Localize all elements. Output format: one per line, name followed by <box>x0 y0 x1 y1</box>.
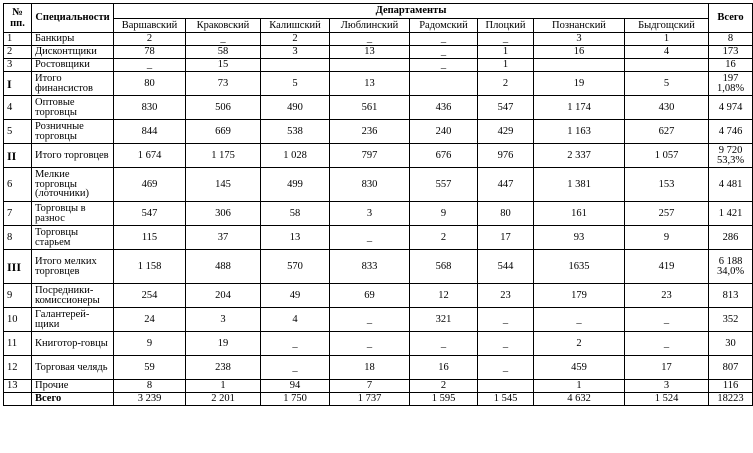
row-number-cell: 4 <box>4 96 32 120</box>
department-value-cell: _ <box>330 226 410 250</box>
specialty-cell: Книготор-говцы <box>32 332 114 356</box>
department-value-cell: 1 <box>478 46 534 59</box>
department-value-cell: 1 524 <box>625 393 709 406</box>
column-header-department: Радомский <box>410 19 478 33</box>
column-header-no: № пп. <box>4 4 32 33</box>
table-row <box>4 144 753 168</box>
total-cell: 8 <box>709 33 753 46</box>
department-value-cell: 161 <box>534 202 625 226</box>
row-number-cell <box>4 393 32 406</box>
department-value-cell: _ <box>625 332 709 356</box>
department-value-cell: 2 201 <box>186 393 261 406</box>
department-value-cell: 13 <box>330 46 410 59</box>
table-row <box>4 46 753 59</box>
department-value-cell: 2 <box>410 380 478 393</box>
department-value-cell: 4 <box>261 308 330 332</box>
department-value-cell: 1 674 <box>114 144 186 168</box>
department-value-cell: 37 <box>186 226 261 250</box>
department-value-cell: 204 <box>186 284 261 308</box>
department-value-cell: 4 632 <box>534 393 625 406</box>
department-value-cell: 59 <box>114 356 186 380</box>
department-value-cell: 23 <box>625 284 709 308</box>
total-cell: 286 <box>709 226 753 250</box>
column-group-header-departments: Департаменты <box>114 4 709 19</box>
specialty-cell: Посредники-комиссионеры <box>32 284 114 308</box>
department-value-cell: 15 <box>186 59 261 72</box>
specialty-cell: Итого финансистов <box>32 72 114 96</box>
total-cell: 352 <box>709 308 753 332</box>
department-value-cell: 669 <box>186 120 261 144</box>
department-value-cell: 830 <box>330 168 410 202</box>
total-cell: 4 974 <box>709 96 753 120</box>
department-value-cell: _ <box>534 308 625 332</box>
table-row <box>4 393 753 406</box>
department-value-cell: 24 <box>114 308 186 332</box>
department-value-cell: 1 158 <box>114 250 186 284</box>
department-value-cell: 9 <box>114 332 186 356</box>
total-cell: 116 <box>709 380 753 393</box>
department-value-cell: 1 750 <box>261 393 330 406</box>
department-value-cell: 93 <box>534 226 625 250</box>
department-value-cell: 436 <box>410 96 478 120</box>
department-value-cell: 1 545 <box>478 393 534 406</box>
department-value-cell: 568 <box>410 250 478 284</box>
table-row <box>4 284 753 308</box>
department-value-cell: _ <box>410 33 478 46</box>
department-value-cell: 447 <box>478 168 534 202</box>
department-value-cell: _ <box>478 356 534 380</box>
department-value-cell: 3 239 <box>114 393 186 406</box>
column-header-specialty: Специальности <box>32 4 114 33</box>
row-number-cell: 2 <box>4 46 32 59</box>
department-value-cell: 429 <box>478 120 534 144</box>
department-value-cell: 8 <box>114 380 186 393</box>
specialty-cell: Всего <box>32 393 114 406</box>
department-value-cell: 80 <box>114 72 186 96</box>
row-number-cell: 3 <box>4 59 32 72</box>
department-value-cell: 797 <box>330 144 410 168</box>
department-value-cell: 676 <box>410 144 478 168</box>
department-value-cell: 115 <box>114 226 186 250</box>
row-number-cell: II <box>4 144 32 168</box>
department-value-cell: 2 337 <box>534 144 625 168</box>
department-value-cell: 544 <box>478 250 534 284</box>
department-value-cell: 254 <box>114 284 186 308</box>
department-value-cell <box>410 72 478 96</box>
department-value-cell: 306 <box>186 202 261 226</box>
department-value-cell: 1 <box>186 380 261 393</box>
row-number-cell: 13 <box>4 380 32 393</box>
table-row <box>4 33 753 46</box>
department-value-cell: _ <box>625 308 709 332</box>
department-value-cell <box>478 380 534 393</box>
department-value-cell: 17 <box>625 356 709 380</box>
department-value-cell: 179 <box>534 284 625 308</box>
row-number-cell: 12 <box>4 356 32 380</box>
table-row <box>4 356 753 380</box>
table-row <box>4 72 753 96</box>
department-value-cell: 547 <box>478 96 534 120</box>
department-value-cell: _ <box>186 33 261 46</box>
department-value-cell: 2 <box>114 33 186 46</box>
table-row <box>4 250 753 284</box>
department-value-cell: 240 <box>410 120 478 144</box>
total-cell: 4 481 <box>709 168 753 202</box>
department-value-cell: _ <box>330 33 410 46</box>
department-value-cell: 2 <box>534 332 625 356</box>
table-body <box>4 33 753 406</box>
row-number-cell: 7 <box>4 202 32 226</box>
department-value-cell: 490 <box>261 96 330 120</box>
department-value-cell: 49 <box>261 284 330 308</box>
department-value-cell: 5 <box>261 72 330 96</box>
table-row <box>4 96 753 120</box>
total-cell: 6 188 34,0% <box>709 250 753 284</box>
total-cell: 173 <box>709 46 753 59</box>
department-value-cell: 1 595 <box>410 393 478 406</box>
department-value-cell: 80 <box>478 202 534 226</box>
department-value-cell: 830 <box>114 96 186 120</box>
department-value-cell: 19 <box>186 332 261 356</box>
department-value-cell: 94 <box>261 380 330 393</box>
column-header-department: Калишский <box>261 19 330 33</box>
total-cell: 1 421 <box>709 202 753 226</box>
department-value-cell: 488 <box>186 250 261 284</box>
column-header-department: Плоцкий <box>478 19 534 33</box>
department-value-cell: 12 <box>410 284 478 308</box>
department-value-cell: 16 <box>410 356 478 380</box>
department-value-cell: 4 <box>625 46 709 59</box>
department-value-cell: _ <box>410 59 478 72</box>
department-value-cell: 2 <box>478 72 534 96</box>
row-number-cell: 11 <box>4 332 32 356</box>
department-value-cell: 430 <box>625 96 709 120</box>
department-value-cell: 58 <box>186 46 261 59</box>
column-header-department: Быдгощский <box>625 19 709 33</box>
department-value-cell: 73 <box>186 72 261 96</box>
department-value-cell: 1 057 <box>625 144 709 168</box>
department-value-cell: 13 <box>330 72 410 96</box>
department-value-cell: 547 <box>114 202 186 226</box>
total-cell: 197 1,08% <box>709 72 753 96</box>
row-number-cell: 10 <box>4 308 32 332</box>
department-value-cell: 976 <box>478 144 534 168</box>
total-cell: 9 720 53,3% <box>709 144 753 168</box>
specialty-cell: Торговцы старьем <box>32 226 114 250</box>
department-value-cell: _ <box>261 356 330 380</box>
column-header-department: Люблинский <box>330 19 410 33</box>
department-value-cell: 561 <box>330 96 410 120</box>
department-value-cell: 153 <box>625 168 709 202</box>
department-value-cell <box>330 59 410 72</box>
department-value-cell: 257 <box>625 202 709 226</box>
department-value-cell: 3 <box>261 46 330 59</box>
department-value-cell: 1 174 <box>534 96 625 120</box>
department-value-cell: 238 <box>186 356 261 380</box>
department-value-cell: _ <box>478 33 534 46</box>
specialty-cell: Розничные торговцы <box>32 120 114 144</box>
department-value-cell: 2 <box>410 226 478 250</box>
row-number-cell: III <box>4 250 32 284</box>
total-cell: 16 <box>709 59 753 72</box>
department-value-cell: 3 <box>330 202 410 226</box>
department-value-cell: 3 <box>625 380 709 393</box>
total-cell: 813 <box>709 284 753 308</box>
department-value-cell: 17 <box>478 226 534 250</box>
department-value-cell: 69 <box>330 284 410 308</box>
department-value-cell: _ <box>410 46 478 59</box>
table-row <box>4 120 753 144</box>
department-value-cell: 3 <box>534 33 625 46</box>
column-header-department: Познанский <box>534 19 625 33</box>
department-value-cell: 1 737 <box>330 393 410 406</box>
department-value-cell: 499 <box>261 168 330 202</box>
total-cell: 18223 <box>709 393 753 406</box>
specialty-cell: Мелкие торговцы (лоточники) <box>32 168 114 202</box>
specialty-cell: Дисконтщики <box>32 46 114 59</box>
column-header-total: Всего <box>709 4 753 33</box>
department-value-cell: 2 <box>261 33 330 46</box>
department-value-cell: 1 175 <box>186 144 261 168</box>
department-value-cell: 469 <box>114 168 186 202</box>
department-value-cell: 1 381 <box>534 168 625 202</box>
department-value-cell: 506 <box>186 96 261 120</box>
department-value-cell: 58 <box>261 202 330 226</box>
row-number-cell: 5 <box>4 120 32 144</box>
specialty-cell: Итого торговцев <box>32 144 114 168</box>
table-row <box>4 59 753 72</box>
department-value-cell: 13 <box>261 226 330 250</box>
department-value-cell: _ <box>478 308 534 332</box>
department-value-cell: _ <box>261 332 330 356</box>
department-value-cell: _ <box>330 332 410 356</box>
total-cell: 4 746 <box>709 120 753 144</box>
table-row <box>4 308 753 332</box>
department-value-cell: 3 <box>186 308 261 332</box>
department-value-cell: 833 <box>330 250 410 284</box>
table-row <box>4 202 753 226</box>
department-value-cell <box>261 59 330 72</box>
department-value-cell: _ <box>410 332 478 356</box>
department-value-cell: 1 163 <box>534 120 625 144</box>
specialties-by-department-table <box>3 3 753 406</box>
department-value-cell <box>625 59 709 72</box>
department-value-cell: 419 <box>625 250 709 284</box>
specialty-cell: Прочие <box>32 380 114 393</box>
specialty-cell: Итого мелких торговцев <box>32 250 114 284</box>
department-value-cell: 1 <box>478 59 534 72</box>
department-value-cell: 844 <box>114 120 186 144</box>
department-value-cell: 1 028 <box>261 144 330 168</box>
specialty-cell: Торговая челядь <box>32 356 114 380</box>
department-value-cell: 236 <box>330 120 410 144</box>
department-value-cell <box>534 59 625 72</box>
department-value-cell: 78 <box>114 46 186 59</box>
department-value-cell: _ <box>478 332 534 356</box>
specialty-cell: Ростовщики <box>32 59 114 72</box>
row-number-cell: 6 <box>4 168 32 202</box>
department-value-cell: 9 <box>410 202 478 226</box>
row-number-cell: 1 <box>4 33 32 46</box>
department-value-cell: 459 <box>534 356 625 380</box>
department-value-cell: 145 <box>186 168 261 202</box>
row-number-cell: I <box>4 72 32 96</box>
department-value-cell: 16 <box>534 46 625 59</box>
total-cell: 807 <box>709 356 753 380</box>
department-value-cell: 9 <box>625 226 709 250</box>
department-value-cell: 1635 <box>534 250 625 284</box>
department-value-cell: 19 <box>534 72 625 96</box>
total-cell: 30 <box>709 332 753 356</box>
department-value-cell: _ <box>330 308 410 332</box>
department-value-cell: 557 <box>410 168 478 202</box>
table-row <box>4 380 753 393</box>
department-value-cell: 1 <box>534 380 625 393</box>
department-value-cell: 321 <box>410 308 478 332</box>
department-value-cell: 570 <box>261 250 330 284</box>
table-row <box>4 168 753 202</box>
department-value-cell: 7 <box>330 380 410 393</box>
department-value-cell: 538 <box>261 120 330 144</box>
department-value-cell: 1 <box>625 33 709 46</box>
specialty-cell: Оптовые торговцы <box>32 96 114 120</box>
table-row <box>4 226 753 250</box>
department-value-cell: 23 <box>478 284 534 308</box>
statistics-table-container <box>3 3 745 406</box>
specialty-cell: Галантерей-щики <box>32 308 114 332</box>
table-row <box>4 332 753 356</box>
department-value-cell: 5 <box>625 72 709 96</box>
department-value-cell: 18 <box>330 356 410 380</box>
row-number-cell: 9 <box>4 284 32 308</box>
department-value-cell: _ <box>114 59 186 72</box>
department-value-cell: 627 <box>625 120 709 144</box>
column-header-department: Варшавский <box>114 19 186 33</box>
column-header-department: Краковский <box>186 19 261 33</box>
specialty-cell: Торговцы в разнос <box>32 202 114 226</box>
specialty-cell: Банкиры <box>32 33 114 46</box>
row-number-cell: 8 <box>4 226 32 250</box>
